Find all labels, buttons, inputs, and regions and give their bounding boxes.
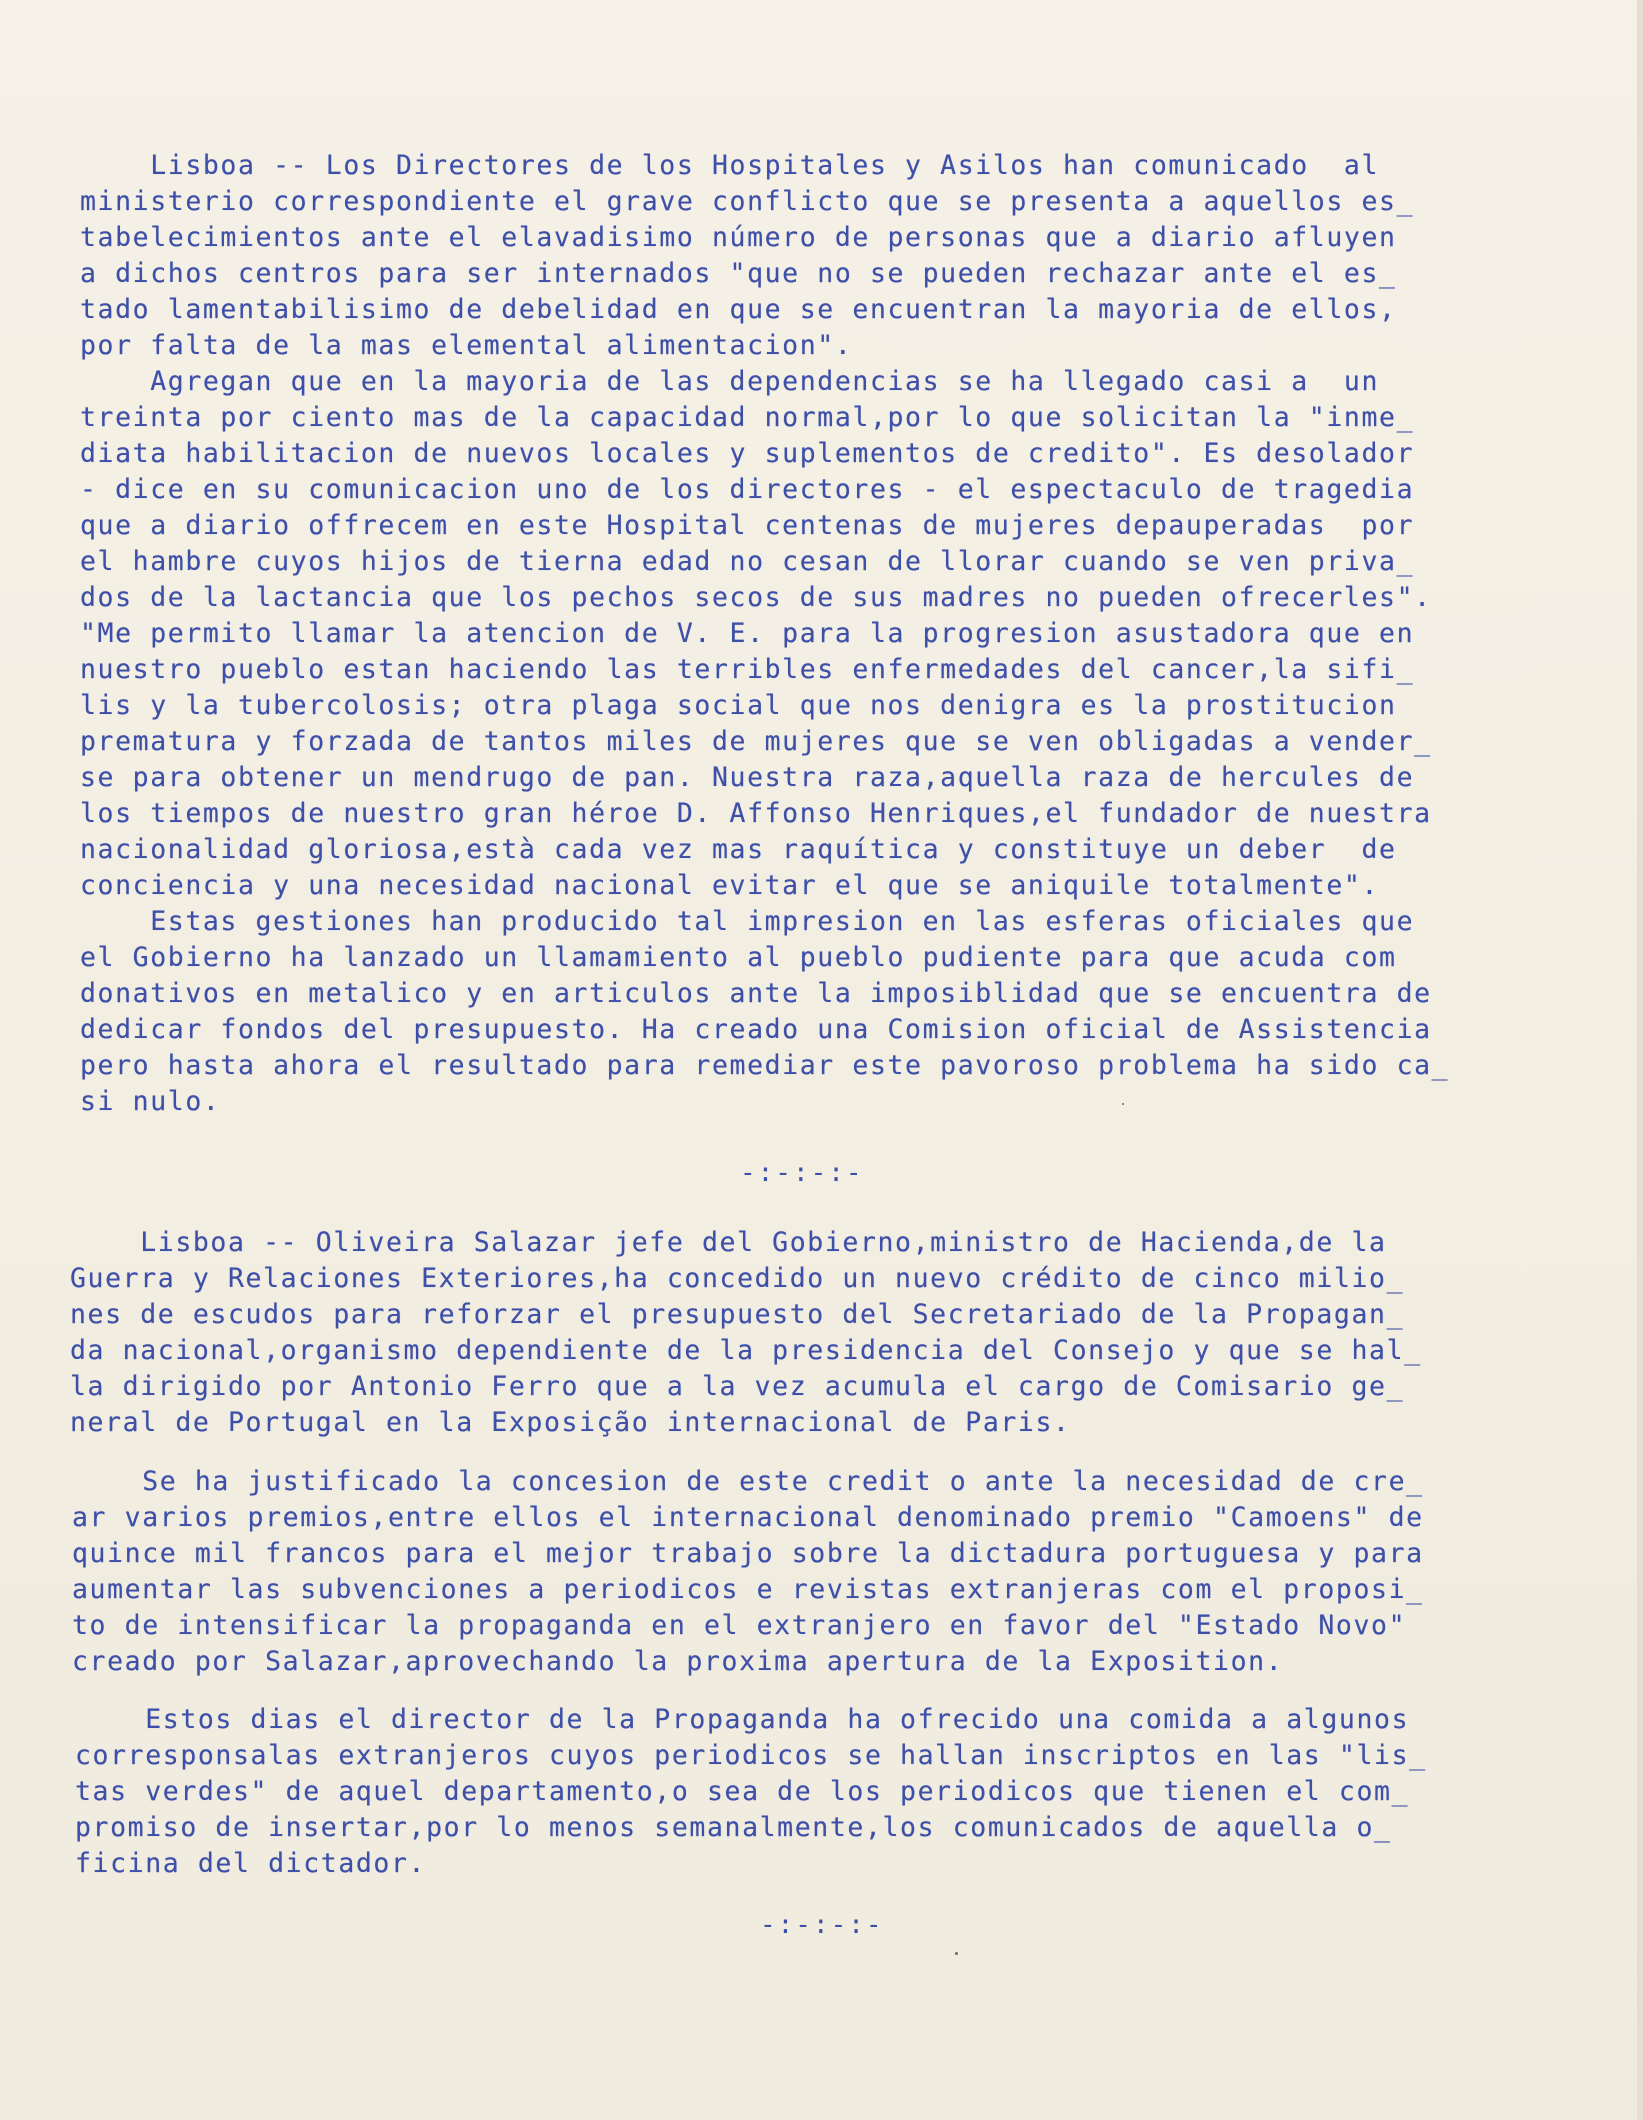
article-hospitals <box>80 148 1625 1120</box>
text-line: el Gobierno ha lanzado un llamamiento al pueblo pudiente para que acuda com <box>80 942 1397 973</box>
text-line: treinta por ciento mas de la capacidad normal,por lo que solicitan la "inme_ <box>80 402 1415 433</box>
text-line: ministerio correspondiente el grave conflicto que se presenta a aquellos es_ <box>80 186 1415 217</box>
text-line: que a diario offrecem en este Hospital centenas de mujeres depauperadas por <box>80 510 1415 541</box>
text-line: a dichos centros para ser internados "que no se pueden rechazar ante el es_ <box>80 258 1397 289</box>
text-line: quince mil francos para el mejor trabajo sobre la dictadura portuguesa y para <box>72 1538 1424 1569</box>
text-line: los tiempos de nuestro gran héroe D. Affonso Henriques,el fundador de nuestra <box>80 798 1432 829</box>
text-line: - dice en su comunicacion uno de los directores - el espectaculo de tragedia <box>80 474 1415 505</box>
text-line: lis y la tubercolosis; otra plaga social que nos denigra es la prostitucion <box>80 690 1397 721</box>
text-line: nuestro pueblo estan haciendo las terribles enfermedades del cancer,la sifi_ <box>80 654 1415 685</box>
text-line: da nacional,organismo dependiente de la presidencia del Consejo y que se hal_ <box>70 1335 1422 1366</box>
text-line: conciencia y una necesidad nacional evitar el que se aniquile totalmente". <box>80 870 1380 901</box>
text-line: Estos dias el director de la Propaganda ha ofrecido una comida a algunos <box>75 1704 1410 1735</box>
text-line: aumentar las subvenciones a periodicos e revistas extranjeras com el proposi_ <box>72 1574 1424 1605</box>
text-line: por falta de la mas elemental alimentacion". <box>80 330 853 361</box>
text-line: ar varios premios,entre ellos el internacional denominado premio "Camoens" de <box>72 1502 1424 1533</box>
text-line: se para obtener un mendrugo de pan. Nuestra raza,aquella raza de hercules de <box>80 762 1415 793</box>
text-line: ficina del dictador. <box>75 1848 427 1879</box>
text-line: dedicar fondos del presupuesto. Ha creado una Comision oficial de Assistencia <box>80 1014 1432 1045</box>
text-line: nes de escudos para reforzar el presupuesto del Secretariado de la Propagan_ <box>70 1299 1405 1330</box>
text-line: pero hasta ahora el resultado para remediar este pavoroso problema ha sido ca_ <box>80 1050 1450 1081</box>
text-line: to de intensificar la propaganda en el extranjero en favor del "Estado Novo" <box>72 1610 1407 1641</box>
text-line: neral de Portugal en la Exposição internacional de Paris. <box>70 1407 1071 1438</box>
section-separator: -:-:-:- <box>740 1158 864 1188</box>
text-line: donativos en metalico y en articulos ante la imposiblidad que se encuentra de <box>80 978 1432 1009</box>
text-line: tado lamentabilisimo de debelidad en que se encuentran la mayoria de ellos, <box>80 294 1397 325</box>
text-line: tas verdes" de aquel departamento,o sea de los periodicos que tienen el com_ <box>75 1776 1410 1807</box>
paper-speck <box>1122 1103 1124 1105</box>
text-line: Guerra y Relaciones Exteriores,ha concedido un nuevo crédito de cinco milio_ <box>70 1263 1405 1294</box>
article-propaganda-prizes <box>72 1464 1617 1680</box>
article-propaganda-credit <box>70 1225 1615 1441</box>
paper-speck <box>955 1952 958 1955</box>
paper-edge <box>1637 0 1643 2120</box>
text-line: "Me permito llamar la atencion de V. E. para la progresion asustadora que en <box>80 618 1415 649</box>
text-line: corresponsalas extranjeros cuyos periodicos se hallan inscriptos en las "lis_ <box>75 1740 1427 1771</box>
text-line: el hambre cuyos hijos de tierna edad no cesan de llorar cuando se ven priva_ <box>80 546 1415 577</box>
text-line: Lisboa -- Los Directores de los Hospitales y Asilos han comunicado al <box>80 150 1380 181</box>
section-separator: -:-:-:- <box>760 1910 884 1940</box>
text-line: creado por Salazar,aprovechando la proxima apertura de la Exposition. <box>72 1646 1284 1677</box>
text-line: dos de la lactancia que los pechos secos de sus madres no pueden ofrecerles". <box>80 582 1432 613</box>
text-line: Lisboa -- Oliveira Salazar jefe del Gobierno,ministro de Hacienda,de la <box>70 1227 1387 1258</box>
text-line: diata habilitacion de nuevos locales y suplementos de credito". Es desolador <box>80 438 1415 469</box>
article-propaganda-dinner <box>75 1702 1620 1882</box>
text-line: Estas gestiones han producido tal impresion en las esferas oficiales que <box>80 906 1415 937</box>
text-line: Se ha justificado la concesion de este credit o ante la necesidad de cre_ <box>72 1466 1424 1497</box>
text-line: la dirigido por Antonio Ferro que a la vez acumula el cargo de Comisario ge_ <box>70 1371 1405 1402</box>
text-line: tabelecimientos ante el elavadisimo número de personas que a diario afluyen <box>80 222 1397 253</box>
text-line: si nulo. <box>80 1086 221 1117</box>
text-line: prematura y forzada de tantos miles de mujeres que se ven obligadas a vender_ <box>80 726 1432 757</box>
text-line: nacionalidad gloriosa,està cada vez mas raquítica y constituye un deber de <box>80 834 1397 865</box>
text-line: promiso de insertar,por lo menos semanalmente,los comunicados de aquella o_ <box>75 1812 1392 1843</box>
text-line: Agregan que en la mayoria de las dependencias se ha llegado casi a un <box>80 366 1380 397</box>
